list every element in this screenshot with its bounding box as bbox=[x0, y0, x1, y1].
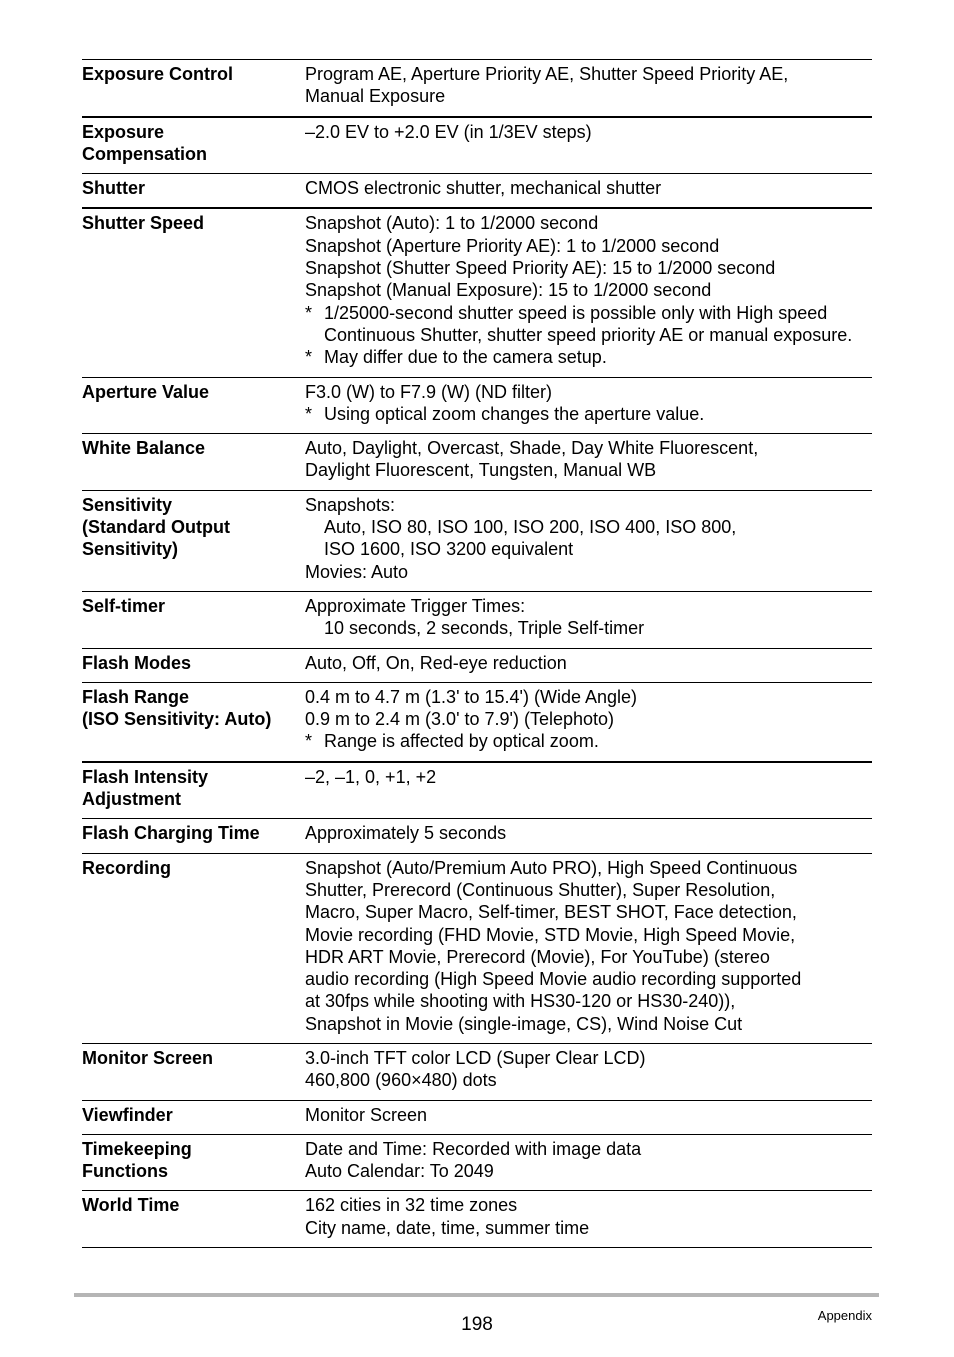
spec-label bbox=[82, 1047, 305, 1092]
spec-label-line: Compensation bbox=[82, 143, 208, 164]
spec-label-line: Exposure Control bbox=[82, 64, 234, 84]
spec-value bbox=[305, 652, 872, 674]
spec-row bbox=[82, 378, 872, 435]
spec-value-line: –2, –1, 0, +1, +2 bbox=[305, 766, 437, 787]
spec-row bbox=[82, 854, 872, 1044]
spec-value bbox=[305, 121, 872, 166]
spec-label bbox=[82, 63, 305, 108]
spec-row bbox=[82, 649, 872, 683]
spec-label bbox=[82, 177, 305, 199]
asterisk-mark: * bbox=[305, 403, 313, 424]
spec-value-line: Approximate Trigger Times: bbox=[305, 595, 526, 616]
spec-row bbox=[82, 763, 872, 820]
spec-label-line: Sensitivity bbox=[82, 494, 173, 515]
section-name: Appendix bbox=[817, 1308, 872, 1323]
spec-label-line: World Time bbox=[82, 1195, 180, 1216]
spec-value-line: Manual Exposure bbox=[305, 86, 446, 107]
spec-value-line: Auto, ISO 80, ISO 100, ISO 200, ISO 400, ISO 800, bbox=[324, 517, 737, 538]
spec-value-line: Snapshots: bbox=[305, 494, 396, 515]
spec-label-line: Functions bbox=[82, 1161, 168, 1182]
spec-label bbox=[82, 857, 305, 1035]
spec-row bbox=[82, 1191, 872, 1248]
spec-value-line: –2.0 EV to +2.0 EV (in 1/3EV steps) bbox=[305, 121, 592, 142]
spec-value-line: Movies: Auto bbox=[305, 561, 409, 582]
spec-value-line: Daylight Fluorescent, Tungsten, Manual WB bbox=[305, 460, 657, 481]
spec-footnote-text: Range is affected by optical zoom. bbox=[324, 731, 599, 752]
spec-value bbox=[305, 1047, 872, 1092]
spec-row bbox=[82, 434, 872, 491]
spec-value-line: Monitor Screen bbox=[305, 1104, 428, 1125]
spec-label bbox=[82, 822, 305, 844]
spec-label bbox=[82, 686, 305, 753]
spec-row bbox=[82, 209, 872, 377]
spec-label-line: Flash Charging Time bbox=[82, 823, 260, 844]
spec-label bbox=[82, 595, 305, 640]
spec-value bbox=[305, 177, 872, 199]
asterisk-mark: * bbox=[305, 347, 313, 368]
page-number: 198 bbox=[461, 1314, 493, 1335]
spec-value-line: Snapshot (Auto): 1 to 1/2000 second bbox=[305, 213, 599, 234]
spec-label-line: Adjustment bbox=[82, 789, 181, 810]
spec-value bbox=[305, 686, 872, 753]
spec-label bbox=[82, 1138, 305, 1183]
spec-value-line: ISO 1600, ISO 3200 equivalent bbox=[324, 539, 574, 560]
spec-label-line: Sensitivity) bbox=[82, 539, 179, 560]
spec-value-line: City name, date, time, summer time bbox=[305, 1217, 590, 1238]
spec-value-line: CMOS electronic shutter, mechanical shutter bbox=[305, 178, 662, 199]
spec-footnote bbox=[305, 730, 872, 752]
spec-label bbox=[82, 121, 305, 166]
spec-label-line: Flash Range bbox=[82, 686, 190, 707]
footer-rule bbox=[74, 1293, 879, 1297]
spec-value-line: Snapshot (Shutter Speed Priority AE): 15 to 1/2000 second bbox=[305, 258, 776, 279]
spec-value-line: Date and Time: Recorded with image data bbox=[305, 1138, 642, 1159]
spec-label-line: Flash Intensity bbox=[82, 766, 209, 787]
spec-value bbox=[305, 1138, 872, 1183]
spec-footnote bbox=[305, 346, 872, 368]
spec-footnote-text: May differ due to the camera setup. bbox=[324, 347, 607, 368]
spec-label-line: Timekeeping bbox=[82, 1138, 192, 1159]
spec-row bbox=[82, 683, 872, 763]
spec-label-line: Viewfinder bbox=[82, 1104, 173, 1125]
spec-footnote-text: Using optical zoom changes the aperture value. bbox=[324, 403, 705, 424]
spec-value-line: Snapshot (Aperture Priority AE): 1 to 1/2000 second bbox=[305, 235, 720, 256]
spec-label bbox=[82, 437, 305, 482]
spec-label bbox=[82, 1194, 305, 1239]
spec-footnote-text: 1/25000-second shutter speed is possible only with High speed Continuous Shutter, shutter speed priority AE or manual exposure. bbox=[324, 302, 853, 345]
spec-value-line: 10 seconds, 2 seconds, Triple Self-timer bbox=[324, 618, 645, 639]
spec-label-line: Monitor Screen bbox=[82, 1047, 214, 1068]
spec-value bbox=[305, 63, 872, 108]
spec-label bbox=[82, 1104, 305, 1126]
spec-value-line: Shutter, Prerecord (Continuous Shutter), Super Resolution, bbox=[305, 879, 776, 900]
spec-value-line: Snapshot in Movie (single-image, CS), Wind Noise Cut bbox=[305, 1013, 743, 1034]
spec-value-line: audio recording (High Speed Movie audio recording supported bbox=[305, 969, 802, 990]
spec-label-line: (Standard Output bbox=[82, 517, 230, 538]
spec-value-line: 3.0-inch TFT color LCD (Super Clear LCD) bbox=[305, 1047, 646, 1068]
spec-value-line: at 30fps while shooting with HS30-120 or HS30-240)), bbox=[305, 991, 736, 1012]
spec-value-line: HDR ART Movie, Prerecord (Movie), For YouTube) (stereo bbox=[305, 946, 770, 967]
spec-label-line: Shutter bbox=[82, 178, 145, 199]
spec-label-line: Self-timer bbox=[82, 595, 166, 616]
spec-value-line: Auto, Off, On, Red-eye reduction bbox=[305, 652, 567, 673]
spec-row bbox=[82, 819, 872, 853]
spec-value-line: Movie recording (FHD Movie, STD Movie, High Speed Movie, bbox=[305, 924, 796, 945]
spec-value-line: Auto, Daylight, Overcast, Shade, Day White Fluorescent, bbox=[305, 438, 759, 459]
spec-label-line: Recording bbox=[82, 857, 172, 878]
spec-value bbox=[305, 212, 872, 368]
spec-value-line: Program AE, Aperture Priority AE, Shutter Speed Priority AE, bbox=[305, 64, 789, 84]
spec-value-line: Auto Calendar: To 2049 bbox=[305, 1161, 494, 1182]
spec-value bbox=[305, 381, 872, 426]
spec-row bbox=[82, 1135, 872, 1192]
spec-row bbox=[82, 60, 872, 118]
spec-table bbox=[82, 59, 872, 1248]
spec-row bbox=[82, 174, 872, 209]
spec-row bbox=[82, 592, 872, 649]
spec-value bbox=[305, 1194, 872, 1239]
spec-label bbox=[82, 212, 305, 368]
spec-label-line: (ISO Sensitivity: Auto) bbox=[82, 709, 272, 730]
spec-value bbox=[305, 1104, 872, 1126]
spec-label-line: Shutter Speed bbox=[82, 213, 205, 234]
spec-row bbox=[82, 118, 872, 175]
spec-label-line: Flash Modes bbox=[82, 652, 192, 673]
spec-row bbox=[82, 491, 872, 592]
spec-value-line: 162 cities in 32 time zones bbox=[305, 1195, 518, 1216]
spec-row bbox=[82, 1101, 872, 1135]
asterisk-mark: * bbox=[305, 302, 313, 323]
spec-footnote bbox=[305, 302, 872, 347]
spec-value-line: F3.0 (W) to F7.9 (W) (ND filter) bbox=[305, 381, 552, 402]
spec-label bbox=[82, 381, 305, 426]
spec-value bbox=[305, 822, 872, 844]
spec-value-line: Snapshot (Manual Exposure): 15 to 1/2000 second bbox=[305, 280, 712, 301]
spec-label-line: Exposure bbox=[82, 121, 165, 142]
spec-value bbox=[305, 437, 872, 482]
spec-value-line: 0.9 m to 2.4 m (3.0' to 7.9') (Telephoto) bbox=[305, 709, 615, 730]
spec-value-line: Approximately 5 seconds bbox=[305, 823, 507, 844]
spec-row bbox=[82, 1044, 872, 1101]
spec-value bbox=[305, 595, 872, 640]
spec-value-line: 0.4 m to 4.7 m (1.3' to 15.4') (Wide Angle) bbox=[305, 686, 638, 707]
spec-label-line: White Balance bbox=[82, 438, 206, 459]
spec-value bbox=[305, 494, 872, 583]
spec-label bbox=[82, 652, 305, 674]
asterisk-mark: * bbox=[305, 731, 313, 752]
spec-value bbox=[305, 857, 872, 1035]
spec-footnote bbox=[305, 403, 872, 425]
spec-label-line: Aperture Value bbox=[82, 381, 210, 402]
spec-value-line: Snapshot (Auto/Premium Auto PRO), High Speed Continuous bbox=[305, 857, 798, 878]
spec-value-line: 460,800 (960×480) dots bbox=[305, 1070, 497, 1091]
spec-label bbox=[82, 766, 305, 811]
spec-label bbox=[82, 494, 305, 583]
spec-value-line: Macro, Super Macro, Self-timer, BEST SHOT, Face detection, bbox=[305, 902, 797, 923]
spec-value bbox=[305, 766, 872, 811]
